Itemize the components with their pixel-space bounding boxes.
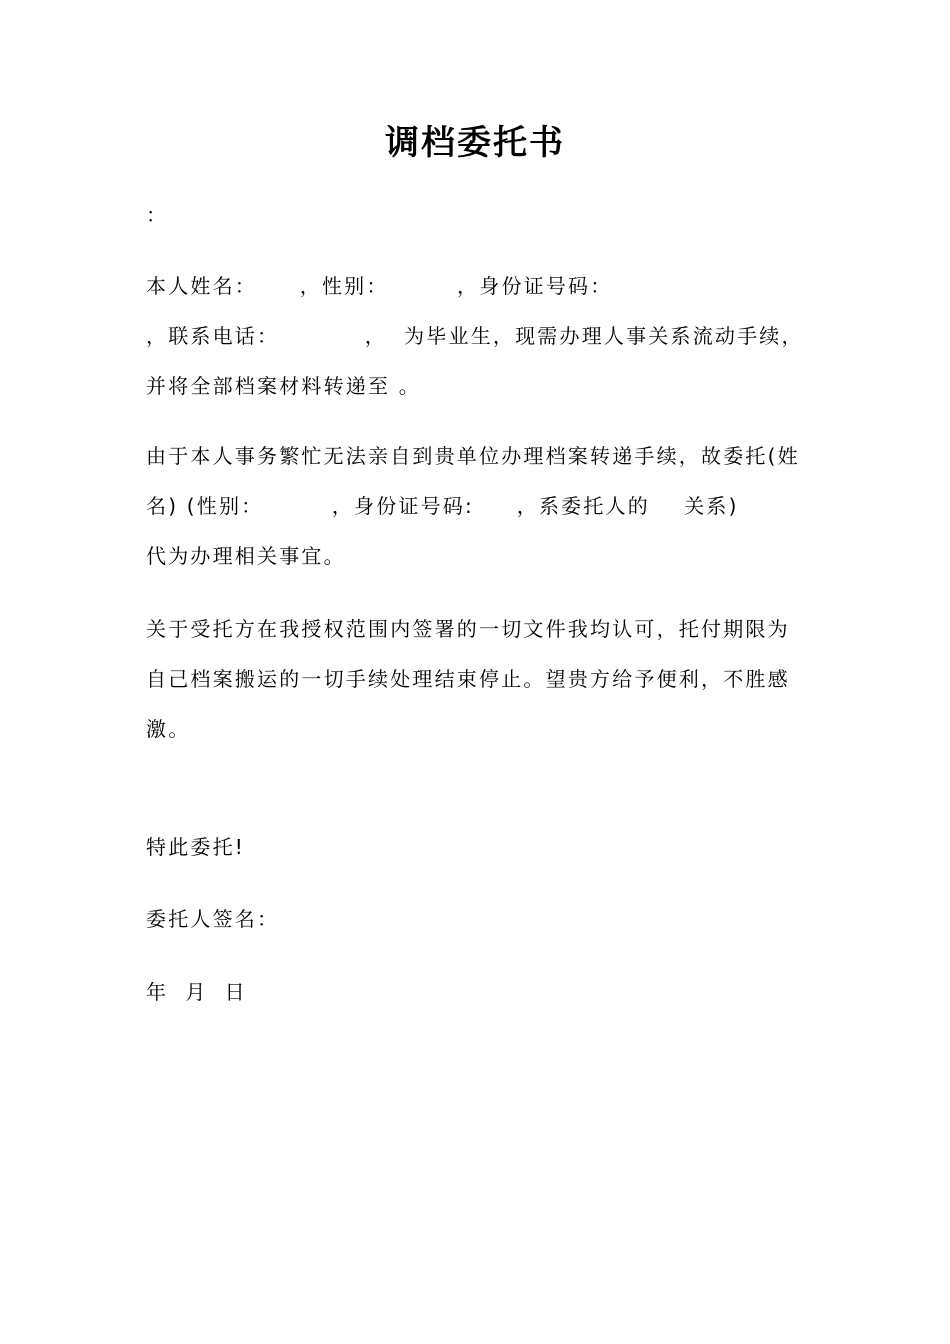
paragraph1-line1: 本人姓名： ，性别： ，身份证号码： [146, 274, 613, 298]
closing-line: 特此委托! [146, 835, 246, 859]
paragraph2-line1: 由于本人事务繁忙无法亲自到贵单位办理档案转递手续，故委托(姓 [146, 444, 800, 468]
paragraph2-line3: 代为办理相关事宜。 [146, 544, 346, 568]
document-title: 调档委托书 [385, 123, 565, 163]
paragraph1-line3: 并将全部档案材料转递至 。 [146, 374, 421, 398]
signature-label: 委托人签名： [146, 907, 280, 931]
paragraph3-line1: 关于受托方在我授权范围内签署的一切文件我均认可，托付期限为 [146, 617, 790, 641]
paragraph3-line3: 激。 [146, 717, 191, 741]
paragraph2-line2: 名) (性别： ，身份证号码: ，系委托人的 关系) [146, 494, 739, 518]
addressee-line: ： [146, 203, 169, 227]
paragraph3-line2: 自己档案搬运的一切手续处理结束停止。望贵方给予便利，不胜感 [146, 667, 790, 691]
paragraph1-line2: ，联系电话： ， 为毕业生，现需办理人事关系流动手续， [146, 324, 804, 348]
date-line: 年 月 日 [146, 980, 247, 1004]
